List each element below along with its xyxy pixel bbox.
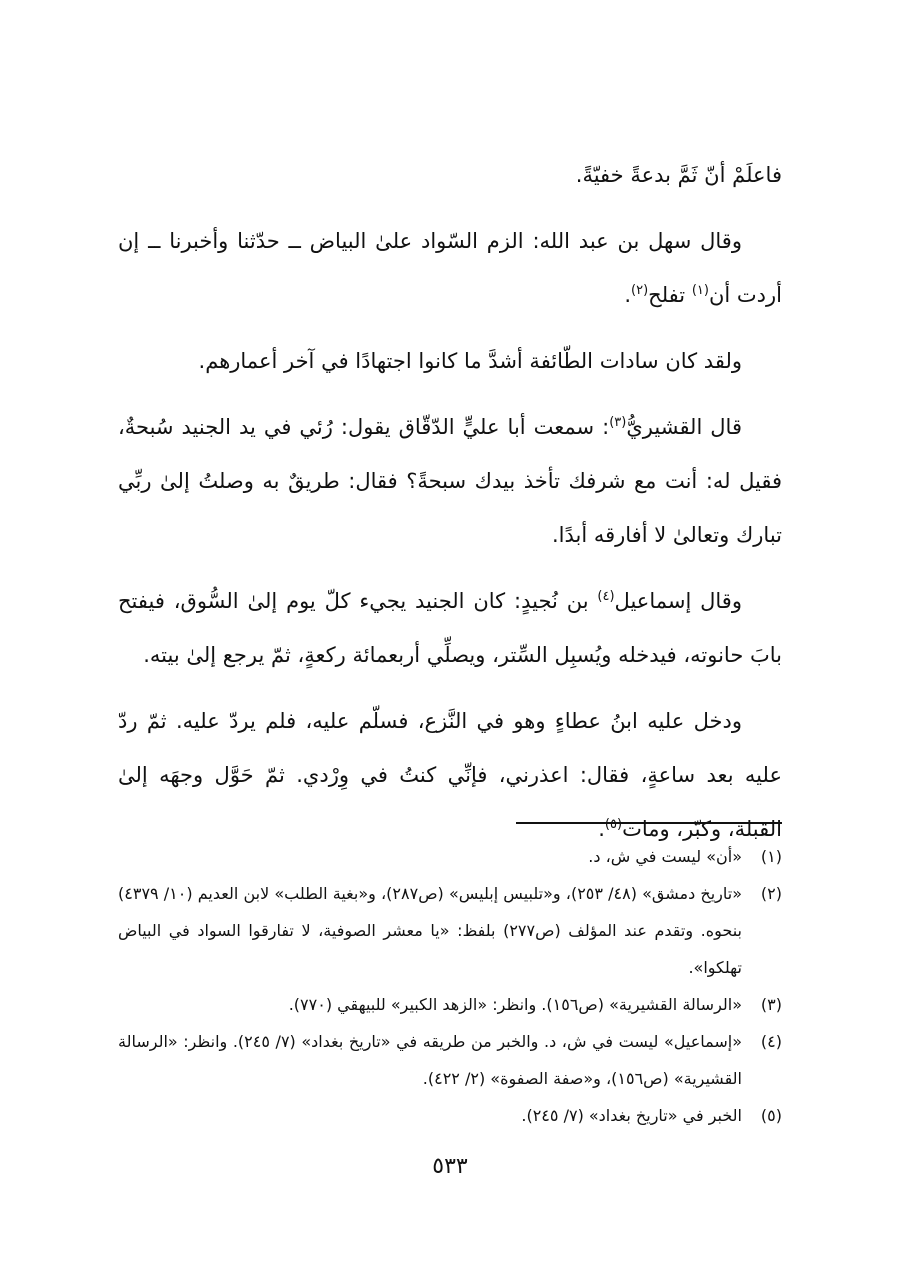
paragraph-5-text: بن نُجيدٍ: كان الجنيد يجيء كلّ يوم إلىٰ السُّوق، فيفتح بابَ حانوته، فيدخله ويُسبِل السِّتر، ويصلِّي أربعمائة ركعةٍ، ثمّ يرجع إلىٰ بيته. — [118, 589, 782, 667]
paragraph-4 — [118, 400, 782, 562]
paragraph-6-text: ودخل عليه ابنُ عطاءٍ وهو في النَّزع، فسلّم عليه، فلم يردّ عليه. ثمّ ردّ عليه بعد ساعةٍ، فقال: اعذرني، فإنِّي كنتُ في وِرْدي. ثمّ حَوَّل وجهَه إلىٰ القبلة، وكبّر، ومات — [118, 709, 782, 841]
footnotes — [118, 838, 782, 1134]
footnote-ref-1: (١) — [691, 283, 709, 298]
paragraph-1-text: فاعلَمْ أنّ ثَمَّ بدعةً خفيّةً. — [575, 163, 782, 187]
main-text — [118, 148, 782, 856]
footnote-text: «الرسالة القشيرية» (ص١٥٦). وانظر: «الزهد الكبير» للبيهقي (٧٧٠). — [288, 995, 742, 1014]
paragraph-2-mid: تفلح — [648, 283, 692, 307]
footnote-4 — [118, 1023, 782, 1097]
footnote-5 — [118, 1097, 782, 1134]
footnote-2 — [118, 875, 782, 986]
paragraph-4-lead: قال القشيريُّ — [626, 415, 742, 439]
paragraph-6-tail: . — [598, 817, 605, 841]
footnote-number: (٤) — [760, 1032, 782, 1051]
paragraph-2-text: وقال سهل بن عبد الله: الزم السّواد علىٰ البياض ــ حدّثنا وأخبرنا ــ إن أردت أن — [118, 229, 782, 307]
footnote-number: (٥) — [760, 1106, 782, 1125]
footnote-ref-2: (٢) — [631, 283, 649, 298]
paragraph-1 — [118, 148, 782, 202]
paragraph-6 — [118, 694, 782, 856]
footnote-ref-3: (٣) — [609, 415, 627, 430]
footnote-separator — [516, 822, 782, 824]
footnote-number: (٣) — [760, 995, 782, 1014]
footnote-text: الخبر في «تاريخ بغداد» (٧/ ٢٤٥). — [521, 1106, 742, 1125]
footnote-text: «إسماعيل» ليست في ش، د. والخبر من طريقه في «تاريخ بغداد» (٧/ ٢٤٥). وانظر: «الرسالة القشيرية» (ص١٥٦)، و«صفة الصفوة» (٢/ ٤٢٢). — [118, 1032, 743, 1088]
footnote-1 — [118, 838, 782, 875]
footnote-3 — [118, 986, 782, 1023]
footnote-text: «أن» ليست في ش، د. — [588, 847, 742, 866]
footnote-ref-4: (٤) — [597, 589, 615, 604]
footnote-ref-5: (٥) — [604, 817, 623, 832]
paragraph-5 — [118, 574, 782, 682]
footnote-text: «تاريخ دمشق» (٤٨/ ٢٥٣)، و«تلبيس إبليس» (ص٢٨٧)، و«بغية الطلب» لابن العديم (١٠/ ٤٣٧٩) بنحوه. وتقدم عند المؤلف (ص٢٧٧) بلفظ: «يا معشر الصوفية، لا تفارقوا السواد في البياض تهلكوا». — [118, 884, 742, 977]
footnote-number: (١) — [760, 847, 782, 866]
page-number: ٥٣٣ — [432, 1154, 468, 1179]
paragraph-5-lead: وقال إسماعيل — [614, 589, 742, 613]
paragraph-2 — [118, 214, 782, 322]
paragraph-4-text: : سمعت أبا عليٍّ الدّقّاق يقول: رُئي في يد الجنيد سُبحةٌ، فقيل له: أنت مع شرفك تأخذ بيدك سبحةً؟ فقال: طريقٌ به وصلتُ إلىٰ ربِّي تبارك وتعالىٰ لا أفارقه أبدًا. — [118, 415, 782, 547]
paragraph-3-text: ولقد كان سادات الطّائفة أشدَّ ما كانوا اجتهادًا في آخر أعمارهم. — [198, 349, 742, 373]
paragraph-3 — [118, 334, 782, 388]
paragraph-2-tail: . — [624, 283, 632, 307]
footnote-number: (٢) — [760, 884, 782, 903]
